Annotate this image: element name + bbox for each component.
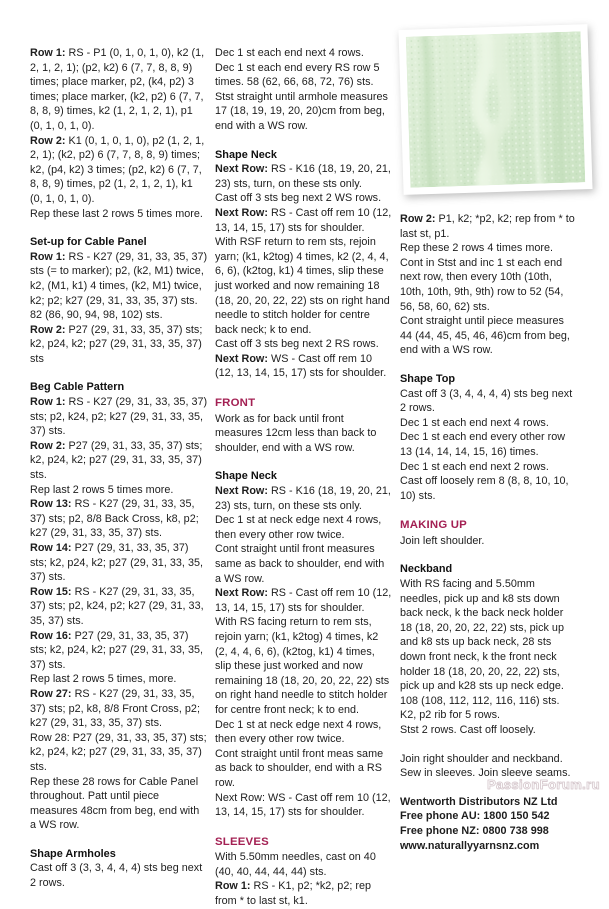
column-left	[30, 46, 208, 891]
pattern-paragraph: Dec 1 st each end every other row 13 (14, 14, 14, 15, 16) times.	[400, 431, 566, 458]
pattern-paragraph: Row 2: P1, k2; *p2, k2; rep from * to last st, p1.	[400, 213, 575, 240]
subheading-beg-cable-pattern: Beg Cable Pattern	[30, 381, 125, 394]
pattern-paragraph: With RSF return to rem sts, rejoin yarn; (k1, k2tog) 4 times, k2 (2, 4, 4, 6, 6), (k2tog, k1) 4 times, slip these just worked and now remaining 18 (18, 20, 20, 22, 22) sts on right hand needle to stitch holder for centre back neck; k to end.	[215, 236, 390, 336]
pattern-paragraph: Next Row: RS - K16 (18, 19, 20, 21, 23) sts, turn, on these sts only.	[215, 163, 391, 190]
knitted-swatch-photo	[398, 24, 592, 195]
pattern-paragraph: Next Row: WS - Cast off rem 10 (12, 13, 14, 15, 17) sts for shoulder.	[215, 791, 391, 819]
pattern-paragraph: Dec 1 st each end next 4 rows.	[400, 416, 549, 429]
pattern-paragraph: Dec 1 st each end next 2 rows.	[400, 460, 549, 473]
section-heading-front: FRONT	[215, 397, 256, 410]
pattern-paragraph: Cont in Stst and inc 1 st each end next row, then every 10th (10th, 10th, 10th, 9th, 9th) row to 52 (54, 56, 58, 60, 62) sts.	[400, 256, 564, 313]
pattern-paragraph: With 5.50mm needles, cast on 40 (40, 40, 44, 44, 44) sts.	[215, 851, 376, 878]
pattern-paragraph: Cast off 3 sts beg next 2 WS rows.	[215, 192, 382, 205]
pattern-paragraph: Dec 1 st at neck edge next 4 rows, then every other row twice.	[215, 514, 382, 541]
pattern-paragraph: Row 2: P27 (29, 31, 33, 35, 37) sts; k2, p24, k2; p27 (29, 31, 33, 35, 37) sts.	[30, 439, 203, 482]
pattern-paragraph: Dec 1 st each end every RS row 5 times. 58 (62, 66, 68, 72, 76) sts.	[215, 61, 380, 89]
pattern-paragraph: Row 1: RS - P1 (0, 1, 0, 1, 0), k2 (1, 2, 1, 2, 1); (p2, k2) 6 (7, 7, 8, 8, 9) times; place marker, p2, (k4, p2) 3 times; place marker, (k2, p2) 6 (7, 7, 8, 8, 9) times, k2 (1, 2, 1, 2, 1), p1 (0, 1, 0, 1, 0).	[30, 47, 205, 132]
subheading-shape-neck: Shape Neck	[215, 148, 277, 161]
pattern-paragraph: Free phone NZ: 0800 738 998	[400, 824, 549, 837]
pattern-paragraph: Row 14: P27 (29, 31, 33, 35, 37) sts; k2, p24, k2; p27 (29, 31, 33, 35, 37) sts.	[30, 542, 204, 584]
pattern-paragraph: Row 1: RS - K27 (29, 31, 33, 35, 37) sts (= to marker); p2, (k2, M1) twice, k2, (M1, k1) 4 times, (k2, M1) twice, k2; p2; k27 (29, 31, 33, 35, 37) sts. 82 (86, 90, 94, 98, 102) sts.	[30, 250, 208, 322]
pattern-paragraph: Row 2: K1 (0, 1, 0, 1, 0), p2 (1, 2, 1, 2, 1); (k2, p2) 6 (7, 7, 8, 8, 9) times; k2, (p4, k2) 3 times; (p2, k2) 6 (7, 7, 8, 8, 9) times, p2 (1, 2, 1, 2, 1), k1 (0, 1, 0, 1, 0).	[30, 134, 205, 205]
pattern-paragraph: Row 27: RS - K27 (29, 31, 33, 35, 37) sts; p2, k8, 8/8 Front Cross, p2; k27 (29, 31, 33, 35, 37) sts.	[30, 687, 200, 730]
subheading-set-up-for-cable-panel: Set-up for Cable Panel	[30, 236, 147, 249]
pattern-paragraph: Row 28: P27 (29, 31, 33, 35, 37) sts; k2, p24, k2; p27 (29, 31, 33, 35, 37) sts.	[30, 731, 207, 773]
pattern-paragraph: Cast off loosely rem 8 (8, 8, 10, 10, 10) sts.	[400, 475, 569, 502]
pattern-paragraph: K2, p2 rib for 5 rows.	[400, 709, 501, 722]
pattern-paragraph: Cast off 3 (3, 3, 4, 4, 4) sts beg next 2 rows.	[30, 862, 203, 890]
pattern-paragraph: Cast off 3 sts beg next 2 RS rows.	[215, 338, 379, 351]
pattern-paragraph: Join left shoulder.	[400, 534, 485, 547]
subheading-shape-neck: Shape Neck	[215, 470, 277, 483]
pattern-paragraph: Dec 1 st at neck edge next 4 rows, then every other row twice.	[215, 718, 382, 746]
knitted-fabric-image	[406, 31, 586, 187]
pattern-paragraph: Next Row: RS - K16 (18, 19, 20, 21, 23) sts, turn, on these sts only.	[215, 485, 391, 512]
section-heading-sleeves: SLEEVES	[215, 835, 269, 848]
column-middle	[215, 46, 393, 909]
pattern-paragraph: Work as for back until front measures 12cm less than back to shoulder, end with a WS row.	[215, 412, 377, 454]
pattern-paragraph: www.naturallyyarnsnz.com	[400, 839, 540, 852]
pattern-paragraph: Cont straight until front measures same as back to shoulder, end with a WS row.	[215, 543, 385, 585]
pattern-paragraph: Next Row: RS - Cast off rem 10 (12, 13, 14, 15, 17) sts for shoulder.	[215, 206, 392, 234]
pattern-paragraph: Row 16: P27 (29, 31, 33, 35, 37) sts; k2, p24, k2; p27 (29, 31, 33, 35, 37) sts.	[30, 629, 204, 671]
section-heading-making-up: MAKING UP	[400, 519, 467, 532]
pattern-paragraph: Rep these 2 rows 4 times more.	[400, 242, 554, 255]
pattern-paragraph: Cont straight until front meas same as back to shoulder, end with a RS row.	[215, 747, 384, 789]
pattern-paragraph: With RS facing return to rem sts, rejoin yarn; (k1, k2tog) 4 times, k2 (2, 4, 4, 6, 6), (k2tog, k1) 4 times, slip these just worked and now remaining 18 (18, 20, 20, 22, 22) sts on right hand needle to stitch holder for centre front neck; k to end.	[215, 616, 390, 716]
pattern-paragraph: Row 1: RS - K27 (29, 31, 33, 35, 37) sts; p2, k24, p2; k27 (29, 31, 33, 35, 37) sts.	[30, 396, 208, 438]
pattern-paragraph: Stst straight until armhole measures 17 (18, 19, 19, 20, 20)cm from beg, end with a WS row.	[215, 90, 388, 132]
pattern-paragraph: Rep these last 2 rows 5 times more.	[30, 207, 203, 220]
pattern-paragraph: Next Row: RS - Cast off rem 10 (12, 13, 14, 15, 17) sts for shoulder.	[215, 587, 392, 614]
pattern-paragraph: Rep last 2 rows 5 times, more.	[30, 673, 177, 686]
pattern-paragraph: Sew in sleeves. Join sleeve seams.	[400, 767, 571, 780]
subheading-shape-armholes: Shape Armholes	[30, 847, 116, 860]
pattern-paragraph: Rep these 28 rows for Cable Panel throughout. Patt until piece measures 48cm from beg, end with a WS row.	[30, 775, 200, 832]
pattern-paragraph: Cast off 3 (3, 4, 4, 4, 4) sts beg next 2 rows.	[400, 387, 573, 415]
pattern-paragraph: Row 15: RS - K27 (29, 31, 33, 35, 37) sts; p2, k24, p2; k27 (29, 31, 33, 35, 37) sts.	[30, 585, 204, 627]
pattern-paragraph: Rep last 2 rows 5 times more.	[30, 483, 174, 496]
pattern-paragraph: Wentworth Distributors NZ Ltd	[400, 795, 558, 808]
pattern-paragraph: Dec 1 st each end next 4 rows.	[215, 47, 364, 59]
column-right	[400, 212, 578, 853]
pattern-paragraph: Join right shoulder and neckband.	[400, 752, 563, 765]
pattern-paragraph: Next Row: WS - Cast off rem 10 (12, 13, 14, 15, 17) sts for shoulder.	[215, 352, 387, 380]
subheading-shape-top: Shape Top	[400, 372, 456, 385]
pattern-paragraph: Row 13: RS - K27 (29, 31, 33, 35, 37) sts; p2, 8/8 Back Cross, k8, p2; k27 (29, 31, 33, 35, 37) sts.	[30, 498, 199, 540]
pattern-paragraph: Row 2: P27 (29, 31, 33, 35, 37) sts; k2, p24, k2; p27 (29, 31, 33, 35, 37) sts	[30, 323, 203, 365]
pattern-paragraph: With RS facing and 5.50mm needles, pick up and k8 sts down back neck, k the back neck holder 18 (18, 20, 20, 22, 22) sts, pick up and k8 sts up back neck, 28 sts down front neck, k the front neck holder 18 (18, 20, 20, 22, 22) sts, pick up and k28 sts up neck edge. 108 (108, 112, 112, 116, 116) sts.	[400, 578, 564, 707]
watermark: PassionForum.ru	[487, 777, 600, 792]
pattern-paragraph: Stst 2 rows. Cast off loosely.	[400, 724, 536, 736]
subheading-neckband: Neckband	[400, 563, 453, 576]
pattern-paragraph: Free phone AU: 1800 150 542	[400, 810, 550, 823]
pattern-paragraph: Row 1: RS - K1, p2; *k2, p2; rep from * to last st, k1.	[215, 880, 372, 908]
pattern-paragraph: Cont straight until piece measures 44 (44, 45, 45, 46, 46)cm from beg, end with a WS row.	[400, 315, 570, 357]
